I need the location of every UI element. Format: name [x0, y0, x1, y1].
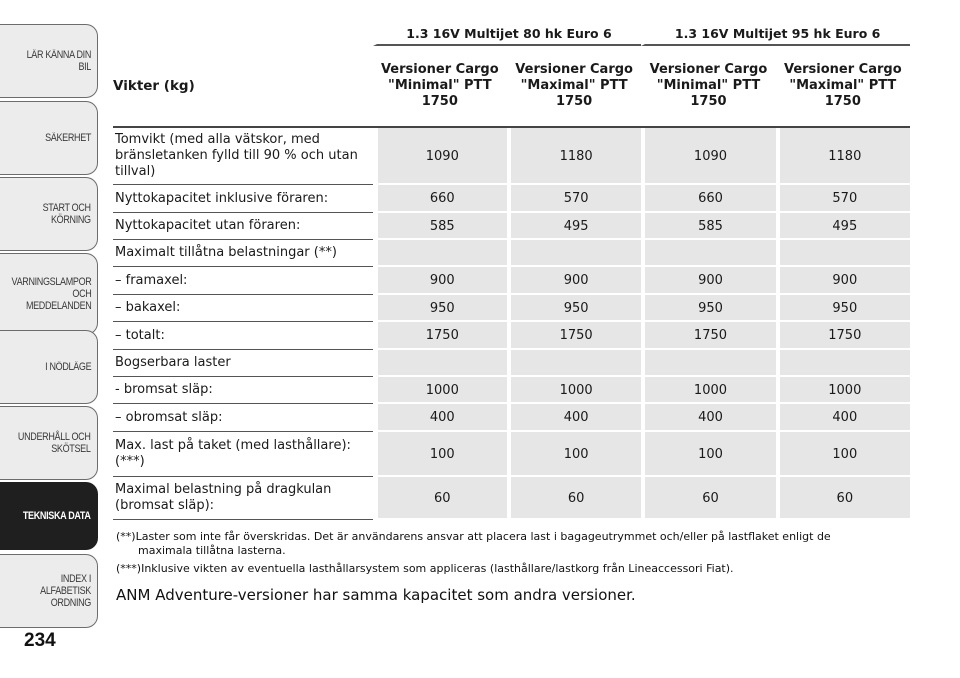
cell-value — [641, 350, 775, 377]
cell-value: 1090 — [641, 128, 775, 185]
tab-index[interactable] — [0, 554, 98, 628]
row-label: Nyttokapacitet inklusive föraren: — [113, 185, 373, 213]
footnote-text: (**)Laster som inte får överskridas. Det är användarens ansvar att placera last i bagageutrymmet och/eller på lastflaket enligt de — [116, 530, 831, 543]
cell-value: 950 — [641, 295, 775, 322]
table-row — [113, 240, 910, 267]
cell-value — [507, 350, 641, 377]
cell-value: 950 — [507, 295, 641, 322]
row-label: Maximal belastning på dragkulan (bromsat släp): — [113, 477, 373, 520]
table-row — [113, 350, 910, 377]
tab-lar-kanna-din-bil[interactable] — [0, 24, 98, 98]
cell-value: 950 — [373, 295, 507, 322]
tab-underhall-och-skotsel[interactable] — [0, 406, 98, 480]
cell-value — [373, 240, 507, 267]
version-header: Versioner Cargo "Maximal" PTT 1750 — [776, 46, 910, 128]
footnotes — [116, 530, 906, 580]
anm-note: ANM Adventure-versioner har samma kapacitet som andra versioner. — [116, 586, 636, 604]
cell-value: 1750 — [776, 322, 910, 350]
row-label: Max. last på taket (med lasthållare): (***) — [113, 432, 373, 477]
tab-start-och-korning[interactable] — [0, 177, 98, 251]
cell-value: 570 — [776, 185, 910, 213]
row-label: Maximalt tillåtna belastningar (**) — [113, 240, 373, 267]
tab-label: INDEX I ALFABETISK ORDNING — [40, 573, 91, 609]
page-number: 234 — [24, 630, 56, 651]
cell-value: 100 — [507, 432, 641, 477]
row-label: - bromsat släp: — [113, 377, 373, 404]
cell-value — [507, 240, 641, 267]
table-row — [113, 267, 910, 295]
cell-value: 900 — [507, 267, 641, 295]
cell-value: 585 — [641, 213, 775, 240]
cell-value: 495 — [776, 213, 910, 240]
tab-label: LÄR KÄNNA DIN BIL — [26, 49, 91, 73]
tab-label: VARNINGSLAMPOR OCH MEDDELANDEN — [11, 276, 92, 312]
table-row — [113, 295, 910, 322]
cell-value: 900 — [373, 267, 507, 295]
table-row — [113, 213, 910, 240]
cell-value: 60 — [373, 477, 507, 520]
engine-group-header: 1.3 16V Multijet 80 hk Euro 6 — [373, 22, 642, 46]
table-row — [113, 477, 910, 520]
cell-value: 100 — [776, 432, 910, 477]
cell-value: 1000 — [641, 377, 775, 404]
cell-value: 660 — [373, 185, 507, 213]
cell-value — [373, 350, 507, 377]
cell-value — [776, 350, 910, 377]
cell-value: 495 — [507, 213, 641, 240]
table-row — [113, 185, 910, 213]
weights-table-container — [113, 22, 910, 520]
row-label: Bogserbara laster — [113, 350, 373, 377]
tab-label: START OCH KÖRNING — [42, 202, 91, 226]
version-header: Versioner Cargo "Minimal" PTT 1750 — [373, 46, 507, 128]
engine-group-header-row — [113, 22, 910, 46]
row-label: – obromsat släp: — [113, 404, 373, 432]
cell-value: 400 — [641, 404, 775, 432]
cell-value: 1090 — [373, 128, 507, 185]
cell-value: 60 — [641, 477, 775, 520]
cell-value: 60 — [507, 477, 641, 520]
table-row — [113, 322, 910, 350]
cell-value: 1750 — [373, 322, 507, 350]
table-body — [113, 128, 910, 520]
footnote-triple-asterisk: (***)Inklusive vikten av eventuella lasthållarsystem som appliceras (lasthållare/lastkorg från Lineaccessori Fiat). — [116, 562, 734, 575]
weights-table — [113, 22, 910, 520]
version-header-row — [113, 46, 910, 128]
cell-value — [641, 240, 775, 267]
row-label: Tomvikt (med alla vätskor, med bränsletanken fylld till 90 % och utan tillval) — [113, 128, 373, 185]
tab-tekniska-data[interactable] — [0, 482, 98, 550]
cell-value: 660 — [641, 185, 775, 213]
cell-value — [776, 240, 910, 267]
cell-value: 400 — [373, 404, 507, 432]
cell-value: 100 — [373, 432, 507, 477]
tab-sakerhet[interactable] — [0, 101, 98, 175]
row-label: Nyttokapacitet utan föraren: — [113, 213, 373, 240]
cell-value: 950 — [776, 295, 910, 322]
cell-value: 1180 — [507, 128, 641, 185]
footnote-text-continued: maximala tillåtna lasterna. — [138, 544, 286, 557]
cell-value: 1750 — [641, 322, 775, 350]
footnote-double-asterisk — [116, 530, 906, 558]
tab-label: UNDERHÅLL OCH SKÖTSEL — [18, 431, 91, 455]
tab-i-nodlage[interactable] — [0, 330, 98, 404]
cell-value: 60 — [776, 477, 910, 520]
row-label: – totalt: — [113, 322, 373, 350]
cell-value: 400 — [507, 404, 641, 432]
cell-value: 1000 — [373, 377, 507, 404]
cell-value: 900 — [641, 267, 775, 295]
version-header: Versioner Cargo "Maximal" PTT 1750 — [507, 46, 641, 128]
table-row — [113, 377, 910, 404]
version-header: Versioner Cargo "Minimal" PTT 1750 — [641, 46, 775, 128]
table-row — [113, 404, 910, 432]
tab-label: TEKNISKA DATA — [23, 510, 91, 522]
tab-label: SÄKERHET — [45, 132, 91, 144]
header-spacer — [113, 22, 373, 46]
cell-value: 900 — [776, 267, 910, 295]
row-header-label: Vikter (kg) — [113, 46, 373, 128]
cell-value: 1750 — [507, 322, 641, 350]
cell-value: 100 — [641, 432, 775, 477]
cell-value: 570 — [507, 185, 641, 213]
table-row — [113, 128, 910, 185]
cell-value: 400 — [776, 404, 910, 432]
cell-value: 1000 — [776, 377, 910, 404]
cell-value: 1180 — [776, 128, 910, 185]
engine-group-header: 1.3 16V Multijet 95 hk Euro 6 — [641, 22, 910, 46]
table-row — [113, 432, 910, 477]
cell-value: 585 — [373, 213, 507, 240]
row-label: – bakaxel: — [113, 295, 373, 322]
row-label: – framaxel: — [113, 267, 373, 295]
cell-value: 1000 — [507, 377, 641, 404]
tab-label: I NÖDLÄGE — [44, 361, 91, 373]
tab-varningslampor[interactable] — [0, 253, 98, 335]
